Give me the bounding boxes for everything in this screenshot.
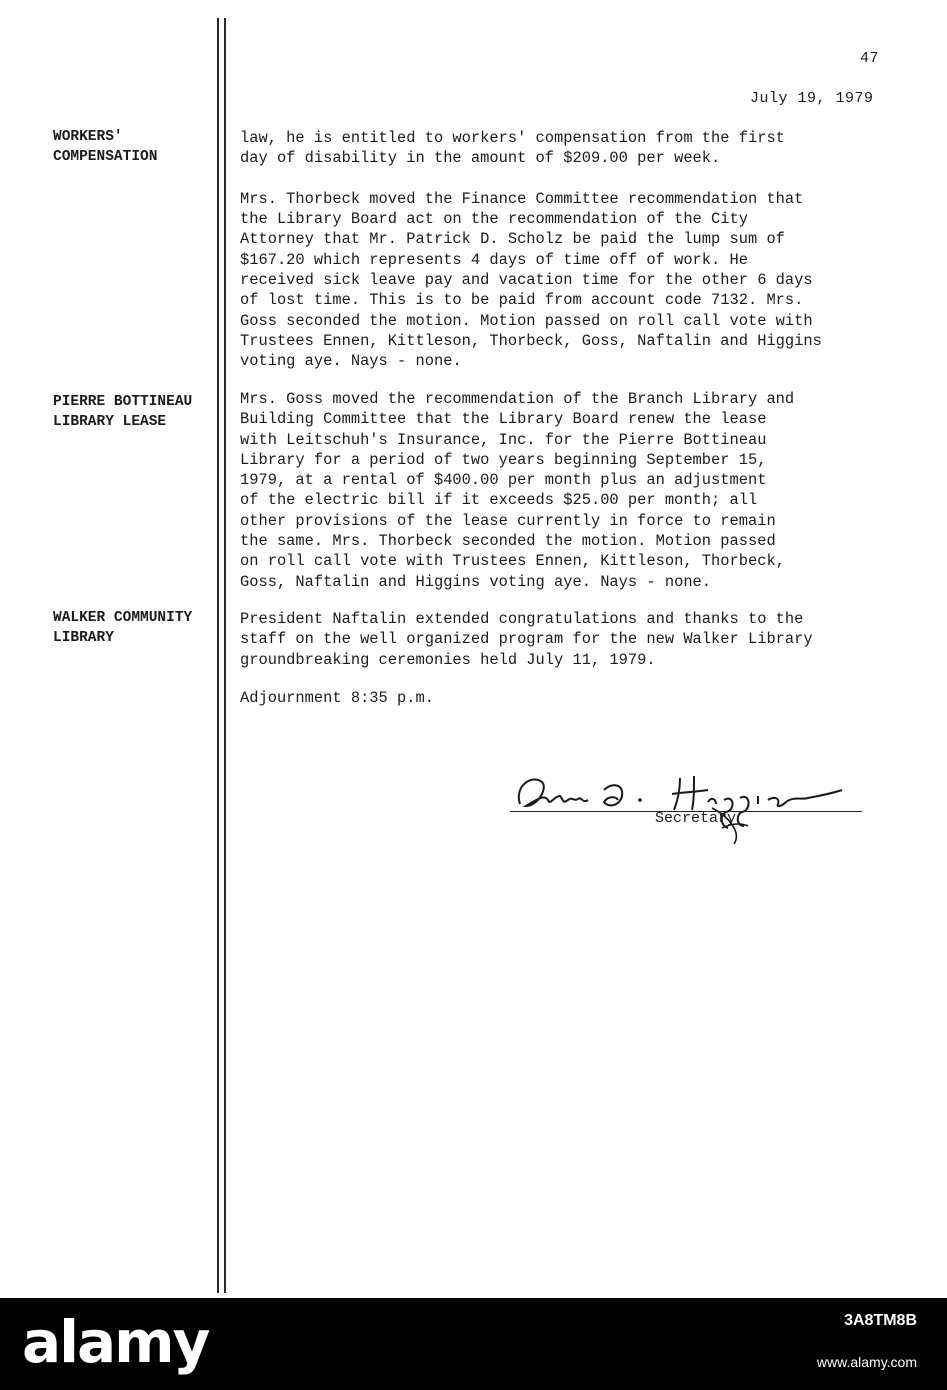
adjournment-text: Adjournment 8:35 p.m. xyxy=(240,689,434,707)
meeting-date: July 19, 1979 xyxy=(750,90,874,107)
section-text-walker-community-library: President Naftalin extended congratulations and thanks to the staff on the well organized program for the new Walker Library groundbreaking ceremonies held July 11, 1979. xyxy=(240,610,813,669)
margin-rule-right xyxy=(224,18,226,1293)
section-heading-pierre-bottineau-lease: PIERRE BOTTINEAU LIBRARY LEASE xyxy=(53,394,193,430)
watermark-image-id: 3A8TM8B xyxy=(844,1312,917,1329)
signature-label: Secretary xyxy=(655,810,737,827)
watermark-logo: alamy xyxy=(22,1308,209,1376)
watermark-url: www.alamy.com xyxy=(816,1354,917,1370)
section-heading-workers-compensation: WORKERS' COMPENSATION xyxy=(53,129,158,165)
section-text-pierre-bottineau-lease: Mrs. Goss moved the recommendation of the Branch Library and Building Committee that the Library Board renew the lease with Leitschuh's Insurance, Inc. for the Pierre Bottineau Library for a period of two years beginning September 15, 1979, at a rental of $400.00 per month plus an adjustment of the electric bill if it exceeds $25.00 per month; all other provisions of the lease currently in force to remain the same. Mrs. Thorbeck seconded the motion. Motion passed on roll call vote with Trustees Ennen, Kittleson, Thorbeck, Goss, Naftalin and Higgins voting aye. Nays - none. xyxy=(240,390,795,591)
section-text-workers-compensation: law, he is entitled to workers' compensation from the first day of disability in the amount of $209.00 per week. Mrs. Thorbeck moved the Finance Committee recommendation that the Library Board act on the recommendation of the City Attorney that Mr. Patrick D. Scholz be paid the lump sum of $167.20 which represents 4 days of time off of work. He received sick leave pay and vacation time for the other 6 days of lost time. This is to be paid from account code 7132. Mrs. Goss seconded the motion. Motion passed on roll call vote with Trustees Ennen, Kittleson, Thorbeck, Goss, Naftalin and Higgins voting aye. Nays - none. xyxy=(240,129,822,371)
page-number: 47 xyxy=(860,50,880,67)
margin-rule-left xyxy=(217,18,219,1293)
secretary-signature xyxy=(512,766,872,846)
section-heading-walker-community-library: WALKER COMMUNITY LIBRARY xyxy=(53,610,193,646)
